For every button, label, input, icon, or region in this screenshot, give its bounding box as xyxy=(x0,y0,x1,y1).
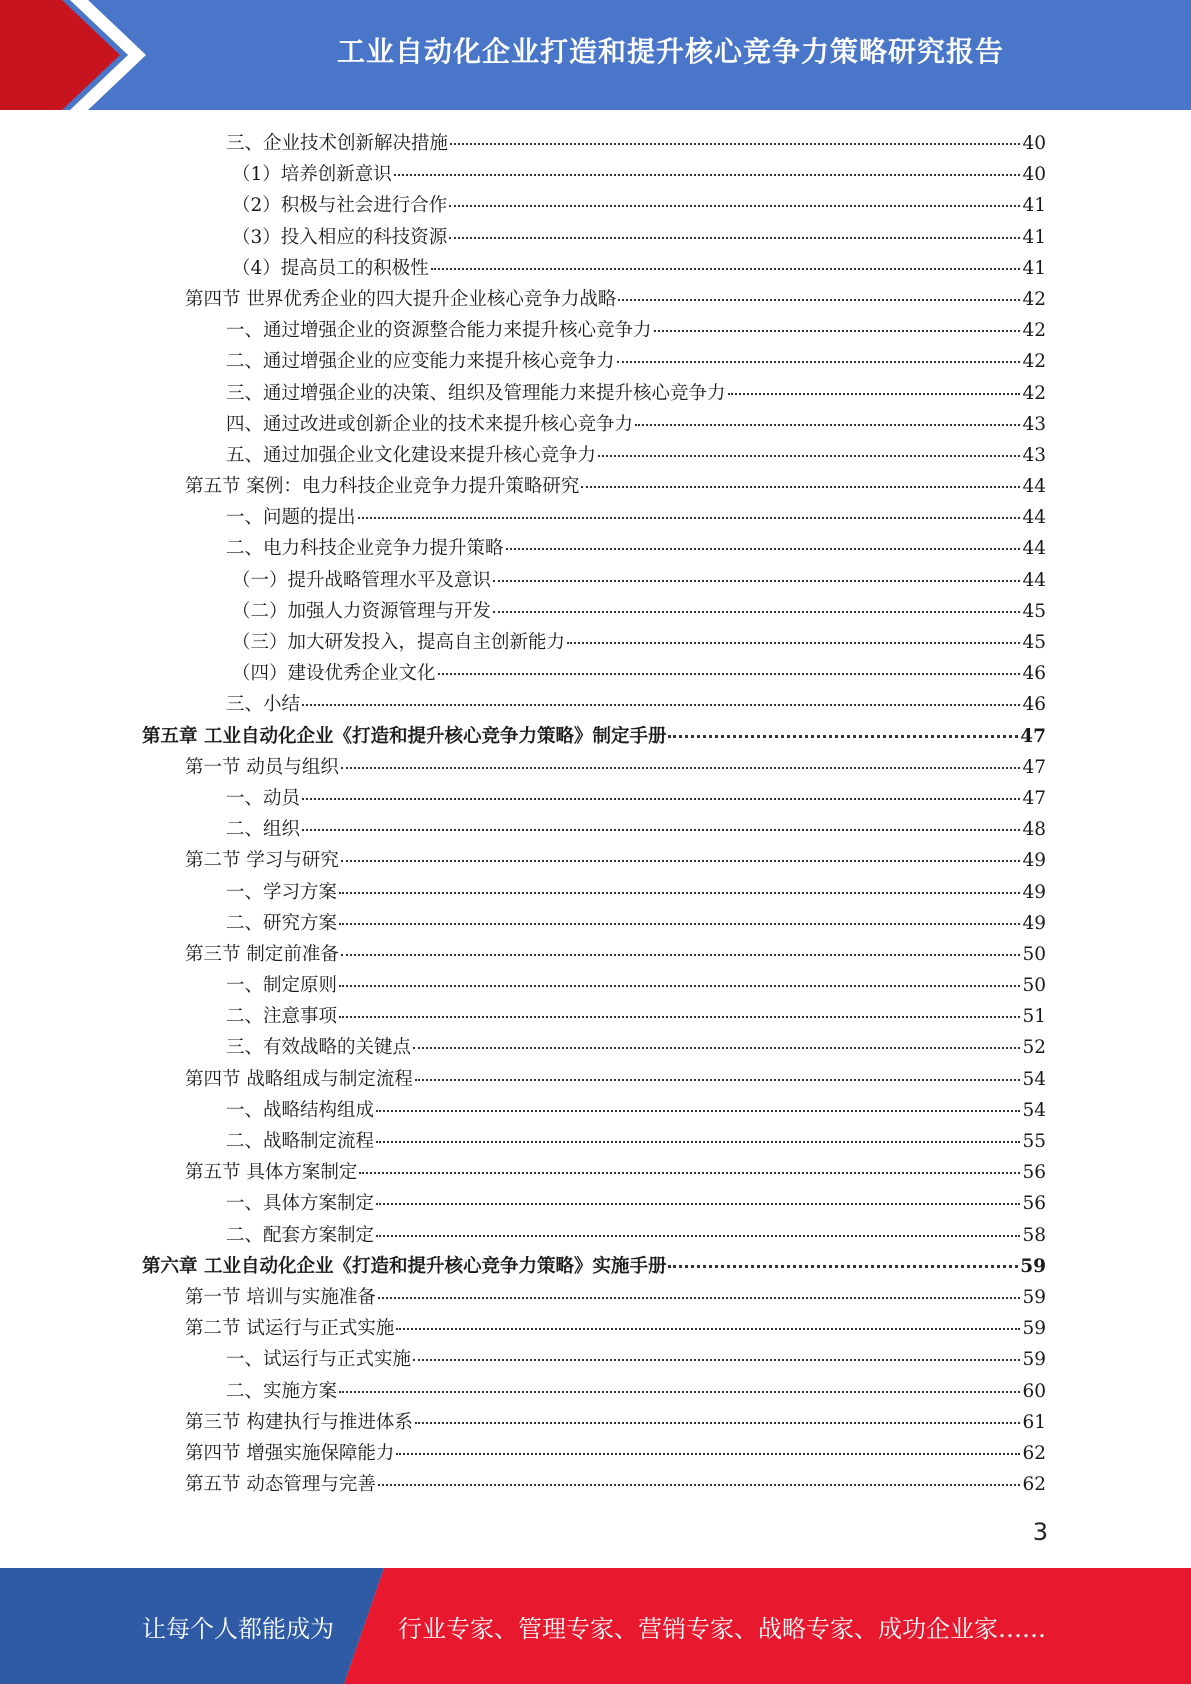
toc-entry[interactable] xyxy=(0,440,1191,471)
toc-entry-title: 第四节 战略组成与制定流程 xyxy=(185,1068,413,1090)
toc-entry-title: 一、学习方案 xyxy=(226,881,338,903)
toc-entry[interactable] xyxy=(0,1126,1191,1157)
toc-entry[interactable] xyxy=(0,1407,1191,1438)
dot-leader xyxy=(449,205,1020,207)
red-arrow-decoration xyxy=(0,0,160,110)
toc-entry[interactable] xyxy=(0,1001,1191,1032)
dot-leader xyxy=(413,1047,1020,1049)
toc-entry[interactable] xyxy=(0,1157,1191,1188)
dot-leader xyxy=(376,1110,1020,1112)
toc-entry[interactable] xyxy=(0,1344,1191,1375)
toc-entry-title: 第五章 工业自动化企业《打造和提升核心竞争力策略》制定手册 xyxy=(142,725,667,747)
dot-leader xyxy=(431,268,1021,270)
toc-entry[interactable] xyxy=(0,814,1191,845)
toc-entry-title: 第六章 工业自动化企业《打造和提升核心竞争力策略》实施手册 xyxy=(142,1255,667,1277)
toc-entry-page: 62 xyxy=(1022,1474,1046,1496)
toc-entry-page: 58 xyxy=(1022,1224,1046,1246)
toc-entry[interactable] xyxy=(0,596,1191,627)
toc-entry[interactable] xyxy=(0,1251,1191,1282)
toc-entry-title: 二、实施方案 xyxy=(226,1380,338,1402)
toc-entry-title: 三、企业技术创新解决措施 xyxy=(226,133,449,154)
toc-entry-page: 60 xyxy=(1022,1380,1046,1402)
toc-entry-page: 42 xyxy=(1022,288,1046,310)
toc-entry-page: 47 xyxy=(1022,787,1046,809)
toc-entry-page: 42 xyxy=(1022,351,1046,373)
toc-entry-title: 第五节 案例：电力科技企业竞争力提升策略研究 xyxy=(185,476,580,498)
toc-entry-title: 三、有效战略的关键点 xyxy=(226,1037,412,1059)
toc-entry-page: 52 xyxy=(1022,1037,1046,1059)
toc-entry-page: 45 xyxy=(1022,600,1046,622)
toc-entry[interactable] xyxy=(0,315,1191,346)
toc-entry-page: 46 xyxy=(1022,663,1046,685)
toc-entry-page: 59 xyxy=(1022,1286,1046,1308)
dot-leader xyxy=(358,517,1021,519)
toc-entry-title: 第四节 增强实施保障能力 xyxy=(185,1442,395,1464)
toc-entry-title: 一、战略结构组成 xyxy=(226,1099,375,1121)
toc-entry-page: 59 xyxy=(1020,1255,1046,1277)
dot-leader xyxy=(668,735,1018,738)
dot-leader xyxy=(567,642,1020,644)
dot-leader xyxy=(396,1453,1020,1455)
toc-entry-title: 一、问题的提出 xyxy=(226,507,356,529)
toc-entry[interactable] xyxy=(0,845,1191,876)
dot-leader xyxy=(339,923,1020,925)
toc-entry[interactable] xyxy=(0,128,1191,159)
dot-leader xyxy=(302,829,1020,831)
toc-entry-title: 第五节 具体方案制定 xyxy=(185,1162,358,1184)
dot-leader xyxy=(654,330,1021,332)
toc-entry-page: 50 xyxy=(1022,943,1046,965)
toc-entry-title: 一、试运行与正式实施 xyxy=(226,1349,412,1371)
toc-entry[interactable] xyxy=(0,721,1191,752)
toc-entry[interactable] xyxy=(0,1469,1191,1500)
dot-leader xyxy=(378,1484,1021,1486)
dot-leader xyxy=(635,424,1020,426)
toc-entry-page: 40 xyxy=(1022,133,1046,154)
document-title: 工业自动化企业打造和提升核心竞争力策略研究报告 xyxy=(336,35,1004,68)
toc-entry[interactable] xyxy=(0,346,1191,377)
dot-leader xyxy=(618,299,1020,301)
dot-leader xyxy=(339,892,1020,894)
toc-entry-page: 41 xyxy=(1022,257,1046,279)
dot-leader xyxy=(396,1328,1020,1330)
dot-leader xyxy=(339,1016,1020,1018)
toc-entry[interactable] xyxy=(0,190,1191,221)
toc-entry-page: 51 xyxy=(1022,1006,1046,1028)
dot-leader xyxy=(415,1079,1021,1081)
dot-leader xyxy=(378,1297,1021,1299)
toc-entry-page: 56 xyxy=(1022,1162,1046,1184)
toc-entry-page: 50 xyxy=(1022,975,1046,997)
toc-entry-page: 44 xyxy=(1022,476,1046,498)
toc-entry-title: （4）提高员工的积极性 xyxy=(232,257,429,279)
toc-entry[interactable] xyxy=(0,1313,1191,1344)
toc-entry-title: 一、具体方案制定 xyxy=(226,1193,375,1215)
toc-entry-title: （一）提升战略管理水平及意识 xyxy=(232,569,492,591)
footer-slogan-right: 行业专家、管理专家、营销专家、战略专家、成功企业家…… xyxy=(398,1614,1046,1643)
toc-entry-title: 第二节 学习与研究 xyxy=(185,850,339,872)
toc-entry-title: （二）加强人力资源管理与开发 xyxy=(232,600,492,622)
toc-entry[interactable] xyxy=(0,533,1191,564)
toc-entry-page: 41 xyxy=(1022,226,1046,248)
toc-entry-page: 49 xyxy=(1022,850,1046,872)
toc-entry[interactable] xyxy=(0,1032,1191,1063)
toc-entry-page: 62 xyxy=(1022,1442,1046,1464)
toc-entry-title: （四）建设优秀企业文化 xyxy=(232,663,436,685)
toc-entry[interactable] xyxy=(0,1438,1191,1469)
toc-entry-page: 44 xyxy=(1022,538,1046,560)
toc-entry[interactable] xyxy=(0,1064,1191,1095)
dot-leader xyxy=(376,1141,1020,1143)
toc-entry[interactable] xyxy=(0,627,1191,658)
toc-entry-title: 一、动员 xyxy=(226,787,301,809)
page-header xyxy=(0,0,1191,110)
toc-entry[interactable] xyxy=(0,378,1191,409)
toc-entry[interactable] xyxy=(0,658,1191,689)
toc-entry[interactable] xyxy=(0,284,1191,315)
toc-entry-title: （1）培养创新意识 xyxy=(232,164,392,186)
toc-entry-page: 59 xyxy=(1022,1318,1046,1340)
toc-entry[interactable] xyxy=(0,908,1191,939)
toc-entry[interactable] xyxy=(0,939,1191,970)
toc-entry-title: 二、注意事项 xyxy=(226,1006,338,1028)
table-of-contents xyxy=(0,128,1191,1500)
toc-entry-title: 一、通过增强企业的资源整合能力来提升核心竞争力 xyxy=(226,320,652,342)
toc-entry-page: 49 xyxy=(1022,881,1046,903)
toc-entry-page: 49 xyxy=(1022,912,1046,934)
toc-entry-title: 第一节 动员与组织 xyxy=(185,756,339,778)
toc-entry[interactable] xyxy=(0,689,1191,720)
dot-leader xyxy=(617,361,1021,363)
toc-entry-page: 47 xyxy=(1022,756,1046,778)
dot-leader xyxy=(394,174,1021,176)
toc-entry-page: 54 xyxy=(1022,1068,1046,1090)
toc-entry-title: （2）积极与社会进行合作 xyxy=(232,195,448,217)
dot-leader xyxy=(493,611,1020,613)
dot-leader xyxy=(302,798,1020,800)
toc-entry[interactable] xyxy=(0,253,1191,284)
toc-entry[interactable] xyxy=(0,1188,1191,1219)
toc-entry-page: 44 xyxy=(1022,507,1046,529)
toc-entry[interactable] xyxy=(0,222,1191,253)
toc-entry[interactable] xyxy=(0,1095,1191,1126)
toc-entry[interactable] xyxy=(0,159,1191,190)
toc-entry[interactable] xyxy=(0,783,1191,814)
toc-entry-page: 61 xyxy=(1022,1411,1046,1433)
toc-entry-page: 54 xyxy=(1022,1099,1046,1121)
toc-entry[interactable] xyxy=(0,1220,1191,1251)
dot-leader xyxy=(341,860,1021,862)
toc-entry-page: 55 xyxy=(1022,1131,1046,1152)
dot-leader xyxy=(359,1172,1020,1174)
dot-leader xyxy=(438,673,1021,675)
dot-leader xyxy=(341,954,1021,956)
toc-entry-page: 42 xyxy=(1022,382,1046,404)
dot-leader xyxy=(339,985,1020,987)
footer-slogan-left: 让每个人都能成为 xyxy=(142,1614,334,1643)
dot-leader xyxy=(581,486,1020,488)
toc-entry-page: 44 xyxy=(1022,569,1046,591)
dot-leader xyxy=(450,143,1020,145)
toc-entry-title: 一、制定原则 xyxy=(226,975,338,997)
toc-entry[interactable] xyxy=(0,565,1191,596)
toc-entry-title: 三、通过增强企业的决策、组织及管理能力来提升核心竞争力 xyxy=(226,382,726,404)
toc-entry[interactable] xyxy=(0,877,1191,908)
toc-entry-title: 二、通过增强企业的应变能力来提升核心竞争力 xyxy=(226,351,615,373)
toc-entry[interactable] xyxy=(0,1282,1191,1313)
toc-entry-title: 二、战略制定流程 xyxy=(226,1131,375,1152)
toc-entry-page: 47 xyxy=(1020,725,1046,747)
toc-entry-title: 第一节 培训与实施准备 xyxy=(185,1286,376,1308)
dot-leader xyxy=(493,580,1020,582)
toc-entry-page: 40 xyxy=(1022,164,1046,186)
toc-entry-title: 第五节 动态管理与完善 xyxy=(185,1474,376,1496)
toc-entry-title: 三、小结 xyxy=(226,694,301,716)
toc-entry-title: 第三节 制定前准备 xyxy=(185,943,339,965)
toc-entry-title: 二、组织 xyxy=(226,819,301,841)
toc-entry-title: 第三节 构建执行与推进体系 xyxy=(185,1411,413,1433)
toc-entry-title: （3）投入相应的科技资源 xyxy=(232,226,448,248)
page-footer xyxy=(0,1568,1191,1684)
toc-entry[interactable] xyxy=(0,1376,1191,1407)
toc-entry[interactable] xyxy=(0,471,1191,502)
toc-entry-title: 二、研究方案 xyxy=(226,912,338,934)
toc-entry-page: 46 xyxy=(1022,694,1046,716)
toc-entry[interactable] xyxy=(0,502,1191,533)
toc-entry-title: 第二节 试运行与正式实施 xyxy=(185,1318,395,1340)
toc-entry-page: 41 xyxy=(1022,195,1046,217)
toc-entry-page: 43 xyxy=(1022,413,1046,435)
toc-entry[interactable] xyxy=(0,970,1191,1001)
dot-leader xyxy=(302,704,1020,706)
toc-entry-page: 59 xyxy=(1022,1349,1046,1371)
toc-entry-page: 45 xyxy=(1022,632,1046,653)
toc-entry-title: 四、通过改进或创新企业的技术来提升核心竞争力 xyxy=(226,413,634,435)
toc-entry-title: 二、电力科技企业竞争力提升策略 xyxy=(226,538,504,560)
page-number: 3 xyxy=(1032,1518,1048,1546)
dot-leader xyxy=(376,1203,1020,1205)
dot-leader xyxy=(598,455,1020,457)
dot-leader xyxy=(413,1359,1020,1361)
dot-leader xyxy=(449,237,1020,239)
dot-leader xyxy=(728,393,1021,395)
dot-leader xyxy=(339,1391,1020,1393)
dot-leader xyxy=(506,548,1021,550)
toc-entry-title: 第四节 世界优秀企业的四大提升企业核心竞争力战略 xyxy=(185,288,617,310)
toc-entry[interactable] xyxy=(0,409,1191,440)
dot-leader xyxy=(668,1265,1018,1268)
toc-entry-title: 二、配套方案制定 xyxy=(226,1224,375,1246)
dot-leader xyxy=(376,1235,1020,1237)
toc-entry-page: 43 xyxy=(1022,444,1046,466)
toc-entry-page: 56 xyxy=(1022,1193,1046,1215)
dot-leader xyxy=(415,1422,1021,1424)
dot-leader xyxy=(341,767,1021,769)
toc-entry-title: （三）加大研发投入，提高自主创新能力 xyxy=(232,632,566,653)
toc-entry-page: 42 xyxy=(1022,320,1046,342)
toc-entry-page: 48 xyxy=(1022,819,1046,841)
toc-entry-title: 五、通过加强企业文化建设来提升核心竞争力 xyxy=(226,444,597,466)
toc-entry[interactable] xyxy=(0,752,1191,783)
